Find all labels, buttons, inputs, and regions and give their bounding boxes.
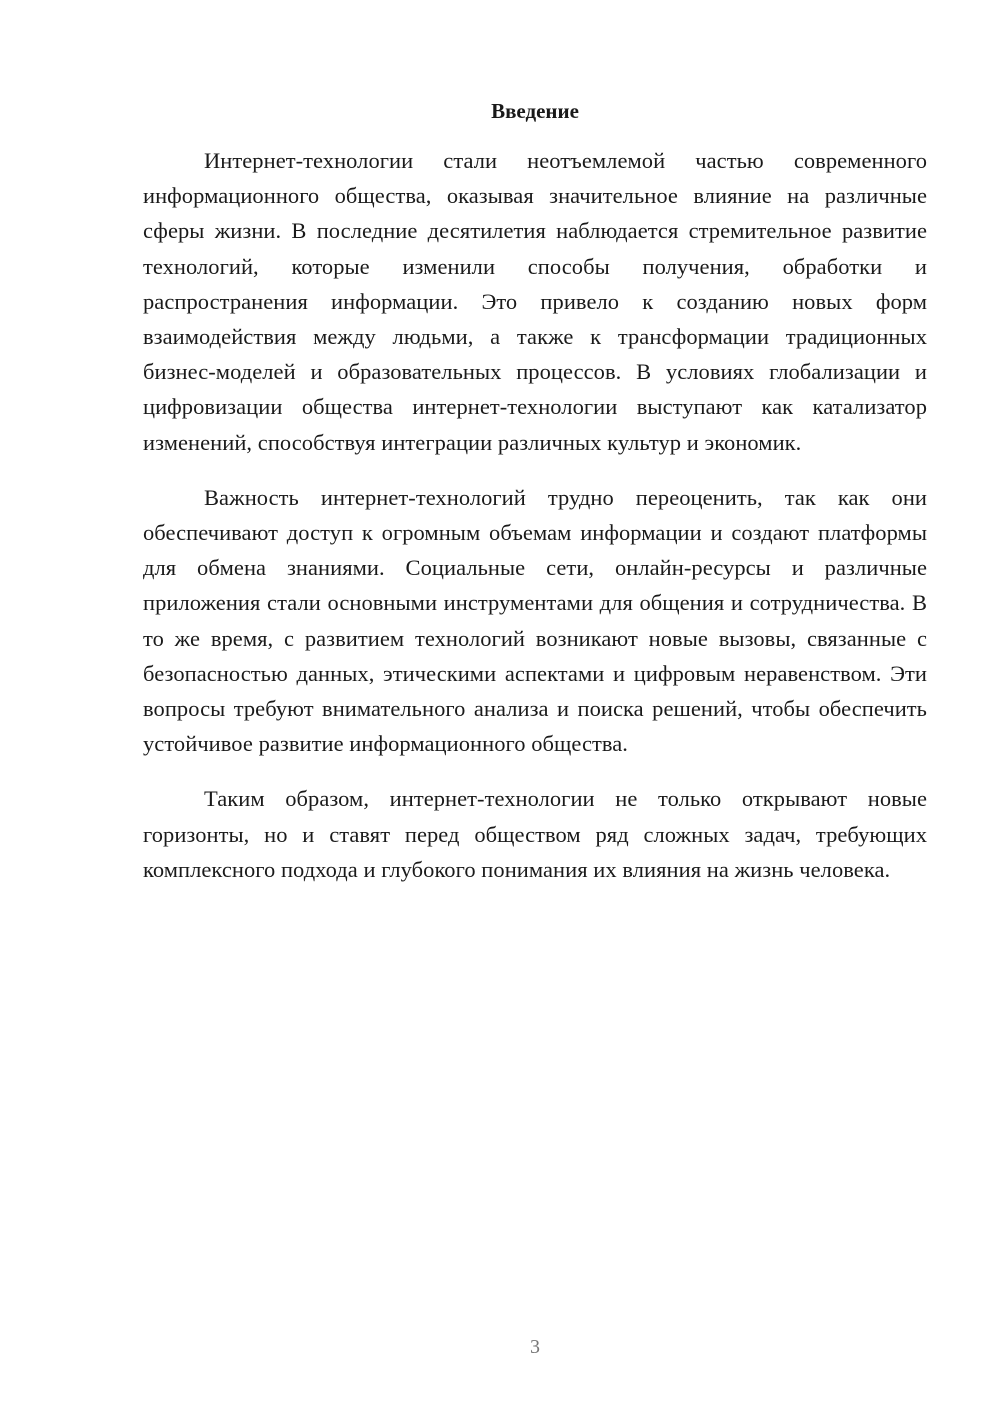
paragraph-2: Важность интернет-технологий трудно переоценить, так как они обеспечивают доступ к огромным объемам информации и создают платформы для обмена знаниями. Социальные сети, онлайн-ресурсы и различные приложения стали основными инструментами для общения и сотрудничества. В то же время, с развитием технологий возникают новые вызовы, связанные с безопасностью данных, этическими аспектами и цифровым неравенством. Эти вопросы требуют внимательного анализа и поиска решений, чтобы обеспечить устойчивое развитие информационного общества. xyxy=(143,484,927,757)
paragraph-3: Таким образом, интернет-технологии не только открывают новые горизонты, но и ставят перед обществом ряд сложных задач, требующих комплексного подхода и глубокого понимания их влияния на жизнь человека. xyxy=(143,786,927,882)
section-title: Введение xyxy=(491,99,579,123)
body-text xyxy=(143,143,927,907)
page-number: 3 xyxy=(530,1336,540,1358)
paragraph-1: Интернет-технологии стали неотъемлемой частью современного информационного общества, оказывая значительное влияние на различные сферы жизни. В последние десятилетия наблюдается стремительное развитие технологий, которые изменили способы получения, обработки и распространения информации. Это привело к созданию новых форм взаимодействия между людьми, а также к трансформации традиционных бизнес-моделей и образовательных процессов. В условиях глобализации и цифровизации общества интернет-технологии выступают как катализатор изменений, способствуя интеграции различных культур и экономик. xyxy=(143,148,927,455)
